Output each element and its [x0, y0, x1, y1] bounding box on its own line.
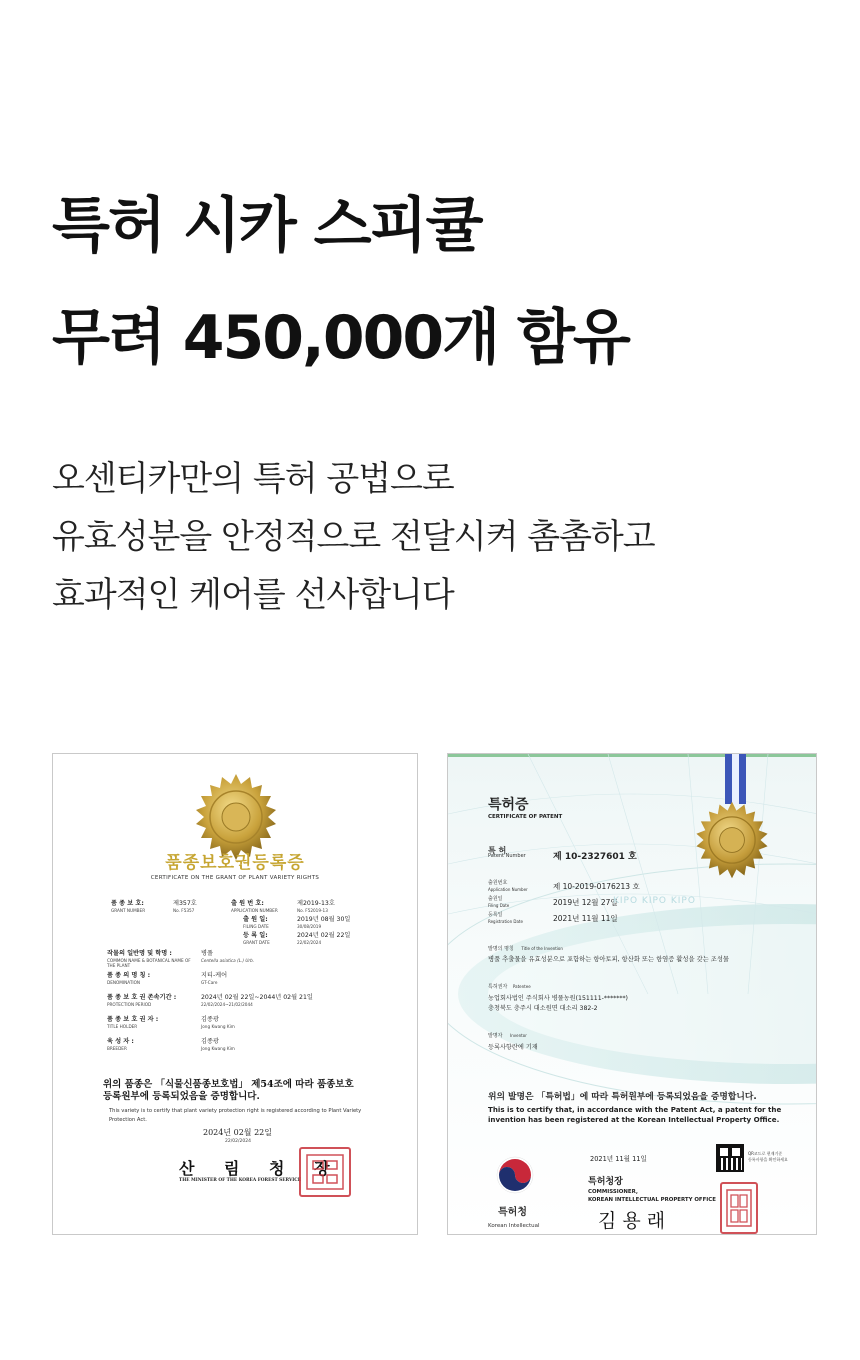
ribbon-icon	[725, 754, 732, 804]
protection-period-label: 품 종 보 호 권 존속기간 : PROTECTION PERIOD	[107, 994, 177, 1007]
protection-period-value: 2024년 02월 22일~2044년 02월 21일 22/02/2024~21/02/2044	[201, 994, 313, 1007]
grant-date-label: 등 록 일: GRANT DATE	[243, 932, 270, 945]
kipo-logo-icon	[496, 1156, 534, 1194]
common-name-label: 작물의 일반명 및 학명 : COMMON NAME & BOTANICAL NAME OF THE PLANT	[107, 950, 191, 968]
filing-date-label: 출원일 Filing Date	[488, 896, 510, 908]
patent-statement-english-2: invention has been registered at the Korean Intellectual Property Office.	[488, 1115, 780, 1124]
commissioner-title: 특허청장	[588, 1177, 623, 1187]
patent-number-label: 특 허 Patent Number	[488, 846, 526, 859]
minister-name-english: THE MINISTER OF THE KOREA FOREST SERVICE	[179, 1178, 302, 1183]
filing-date-value: 2019년 12월 27일	[553, 898, 618, 907]
inventor-label: 발명자 Inventor	[488, 1033, 527, 1039]
denomination-label: 품 종 의 명 칭 : DENOMINATION	[107, 972, 151, 985]
application-number-value: 제 10-2019-0176213 호	[553, 882, 640, 891]
application-number-value: 제2019-13호 No. F52019-13	[297, 900, 335, 913]
breeder-label: 육 성 자 : BREEDER	[107, 1038, 134, 1051]
title-holder-label: 품 종 보 호 권 자 : TITLE HOLDER	[107, 1016, 159, 1029]
commissioner-english-1: COMMISSIONER,	[588, 1189, 638, 1195]
red-official-stamp-icon	[720, 1182, 758, 1234]
plant-variety-certificate-image	[52, 753, 418, 1235]
filing-date-value: 2019년 08월 30일 30/08/2019	[297, 916, 351, 929]
certificate-statement: 위의 품종은 「식물신품종보호법」 제54조에 따라 품종보호 등록원부에 등록되었음을 증명합니다.	[103, 1079, 354, 1102]
patentee-label: 특허권자 Patentee	[488, 984, 531, 990]
patent-certificate-image	[447, 753, 817, 1235]
grant-date-value: 2024년 02월 22일 22/02/2024	[297, 932, 351, 945]
description-line-1: 오센티카만의 특허 공법으로	[52, 459, 454, 499]
watermark-text: KIPO KIPO KIPO	[613, 896, 696, 906]
signature: 김 용 래	[598, 1210, 666, 1232]
office-name-english: Korean Intellectual	[488, 1223, 540, 1229]
qr-note: QR코드로 현재기준 등록사항을 확인하세요	[748, 1151, 788, 1162]
certificate-title: 품종보호권등록증	[165, 853, 305, 873]
description	[52, 450, 655, 624]
patentee-value-2: 충청북도 충주시 대소원면 대소리 382-2	[488, 1005, 598, 1012]
application-number-label: 출원번호 Application Number	[488, 880, 528, 892]
patent-title: 특허증	[488, 797, 529, 813]
invention-title-label: 발명의 명칭 Title of the Invention	[488, 946, 563, 952]
denomination-value: 지티-케어 GT-Care	[201, 972, 228, 985]
invention-title-value: 병풀 추출물을 유효성분으로 포함하는 항아토피, 항산화 또는 항염증 활성을 갖는 조성물	[488, 956, 729, 963]
patent-statement-english-1: This is to certify that, in accordance with the Patent Act, a patent for the	[488, 1105, 782, 1114]
qr-code-icon	[716, 1144, 744, 1172]
breeder-value: 김종광 Jong Kwang Kim	[201, 1038, 235, 1051]
description-line-2: 유효성분을 안정적으로 전달시켜 촘촘하고	[52, 517, 655, 557]
grant-number-label: 품 종 보 호: GRANT NUMBER	[111, 900, 146, 913]
registration-date-label: 등록일 Registration Date	[488, 912, 523, 924]
red-official-stamp-icon	[299, 1147, 351, 1197]
patent-subtitle: CERTIFICATE OF PATENT	[488, 814, 563, 820]
ribbon-icon	[732, 754, 739, 804]
common-name-value: 병풀 Centella asiatica (L.) Urb.	[201, 950, 255, 963]
registration-date-value: 2021년 11월 11일	[553, 914, 618, 923]
patent-statement: 위의 발명은 「특허법」에 따라 특허원부에 등록되었음을 증명합니다.	[488, 1092, 757, 1102]
headline-line-1: 특허 시카 스피큘	[52, 191, 482, 261]
filing-date-label: 출 원 일: FILING DATE	[243, 916, 269, 929]
minister-name: 산 림 청 장	[179, 1159, 342, 1178]
patentee-value-1: 농업회사법인 주식회사 병풀농원(151111-*******)	[488, 995, 628, 1002]
commissioner-english-2: KOREAN INTELLECTUAL PROPERTY OFFICE	[588, 1197, 716, 1203]
certificate-subtitle: CERTIFICATE ON THE GRANT OF PLANT VARIETY RIGHTS	[150, 875, 320, 881]
patent-issue-date: 2021년 11월 11일	[590, 1155, 647, 1163]
headline-line-2: 무려 450,000개 함유	[52, 303, 629, 373]
title-holder-value: 김종광 Jong Kwang Kim	[201, 1016, 235, 1029]
office-name: 특허청	[498, 1207, 527, 1218]
application-number-label: 출 원 번 호: APPLICATION NUMBER	[231, 900, 278, 913]
issue-date-english: 22/02/2024	[225, 1139, 251, 1144]
description-line-3: 효과적인 케어를 선사합니다	[52, 575, 454, 615]
gold-seal-icon	[692, 800, 772, 880]
grant-number-value: 제357호 No. F5357	[173, 900, 197, 913]
certificate-statement-english: This variety is to certify that plant variety protection right is registered according to Plant Variety Protection Act.	[109, 1108, 362, 1123]
issue-date: 2024년 02월 22일	[203, 1128, 272, 1137]
patent-number-value: 제 10-2327601 호	[553, 852, 637, 862]
headline	[52, 170, 629, 394]
ribbon-icon	[739, 754, 746, 804]
inventor-value: 등록사항란에 기재	[488, 1044, 538, 1051]
